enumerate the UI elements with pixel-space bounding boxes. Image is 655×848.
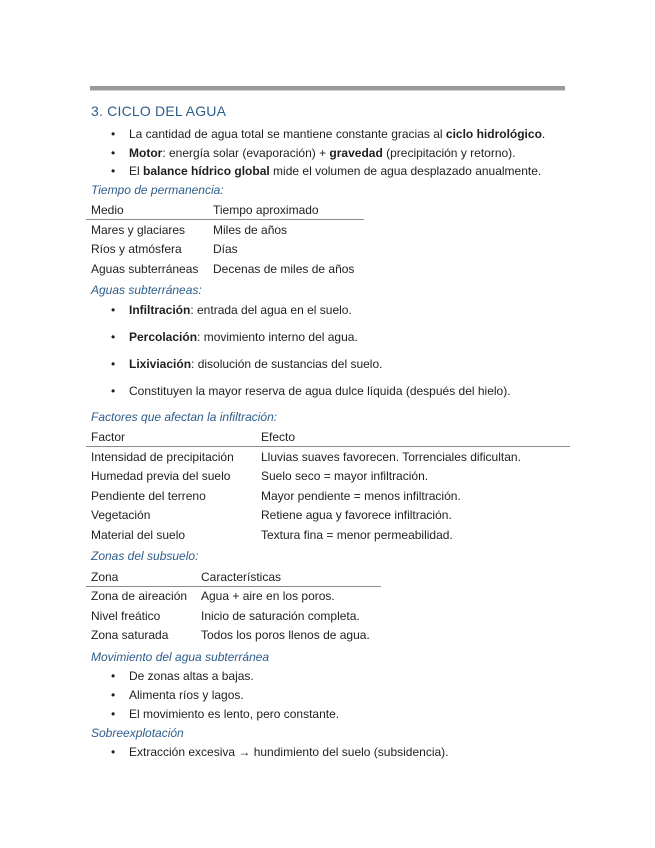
bullet-icon: • [111, 669, 116, 683]
bullet-bold: ciclo hidrológico [445, 127, 542, 141]
table-cell: Vegetación [91, 508, 151, 522]
bullet-icon: • [111, 745, 116, 759]
table-cell: Intensidad de precipitación [91, 450, 234, 464]
bullet-text: (precipitación y retorno). [382, 146, 516, 160]
table-header: Factor [91, 430, 126, 444]
bullet-icon: • [111, 330, 116, 344]
bullet-text: : movimiento interno del agua. [197, 330, 358, 344]
table-cell: Pendiente del terreno [91, 489, 206, 503]
bullet-icon: • [111, 146, 116, 160]
subheading-overexploitation: Sobreexplotación [91, 726, 184, 740]
subheading-movement: Movimiento del agua subterránea [91, 650, 270, 664]
bullet-icon: • [111, 164, 116, 178]
table-header: Características [201, 570, 282, 584]
table-header: Efecto [261, 430, 296, 444]
bullet-text: . [541, 127, 546, 141]
table-divider [86, 586, 381, 587]
bullet-icon: • [111, 707, 116, 721]
bullet-bold: balance hídrico global [143, 164, 270, 178]
table-header: Tiempo aproximado [213, 203, 319, 217]
table-divider [86, 219, 364, 220]
bullet-bold: Percolación [129, 330, 198, 344]
table-cell: Todos los poros llenos de agua. [201, 628, 370, 642]
bullet-text: El movimiento es lento, pero constante. [129, 707, 340, 721]
table-cell: Ríos y atmósfera [91, 242, 182, 256]
subheading-residence: Tiempo de permanencia: [91, 183, 224, 197]
table-cell: Lluvias suaves favorecen. Torrenciales dificultan. [261, 450, 521, 464]
bullet-bold: Motor [129, 146, 163, 160]
table-header: Zona [91, 570, 119, 584]
section-title: 3. CICLO DEL AGUA [91, 103, 227, 119]
table-cell: Mares y glaciares [91, 223, 186, 237]
subheading-infiltration: Factores que afectan la infiltración: [91, 410, 278, 424]
table-cell: Material del suelo [91, 528, 186, 542]
table-cell: Zona saturada [91, 628, 169, 642]
bullet-text: Constituyen la mayor reserva de agua dulce líquida (después del hielo). [129, 384, 511, 398]
bullet-icon: • [111, 688, 116, 702]
table-cell: Retiene agua y favorece infiltración. [261, 508, 452, 522]
bullet-text: De zonas altas a bajas. [129, 669, 254, 683]
table-cell: Días [213, 242, 238, 256]
table-cell: Mayor pendiente = menos infiltración. [261, 489, 461, 503]
bullet-icon: • [111, 127, 116, 141]
bullet-text: : energía solar (evaporación) + [162, 146, 330, 160]
bullet-icon: • [111, 303, 116, 317]
bullet-text: : entrada del agua en el suelo. [190, 303, 352, 317]
table-cell: Inicio de saturación completa. [201, 609, 360, 623]
bullet-text: : disolución de sustancias del suelo. [191, 357, 383, 371]
table-cell: Decenas de miles de años [213, 262, 355, 276]
bullet-bold: Infiltración [129, 303, 191, 317]
table-header: Medio [91, 203, 124, 217]
table-cell: Agua + aire en los poros. [201, 589, 335, 603]
bullet-text: Extracción excesiva → hundimiento del suelo (subsidencia). [129, 745, 449, 759]
top-rule [90, 86, 565, 91]
subheading-zones: Zonas del subsuelo: [91, 549, 199, 563]
bullet-text: mide el volumen de agua desplazado anualmente. [269, 164, 542, 178]
table-cell: Nivel freático [91, 609, 161, 623]
table-cell: Textura fina = menor permeabilidad. [261, 528, 453, 542]
bullet-bold: Lixiviación [129, 357, 192, 371]
bullet-text: Alimenta ríos y lagos. [129, 688, 244, 702]
bullet-bold: gravedad [329, 146, 383, 160]
subheading-groundwater: Aguas subterráneas: [91, 283, 202, 297]
bullet-text: El [129, 164, 144, 178]
bullet-text: La cantidad de agua total se mantiene constante gracias al [129, 127, 446, 141]
table-cell: Humedad previa del suelo [91, 469, 231, 483]
table-divider [86, 446, 570, 447]
bullet-icon: • [111, 357, 116, 371]
table-cell: Zona de aireación [91, 589, 188, 603]
bullet-icon: • [111, 384, 116, 398]
table-cell: Suelo seco = mayor infiltración. [261, 469, 429, 483]
table-cell: Aguas subterráneas [91, 262, 199, 276]
table-cell: Miles de años [213, 223, 288, 237]
